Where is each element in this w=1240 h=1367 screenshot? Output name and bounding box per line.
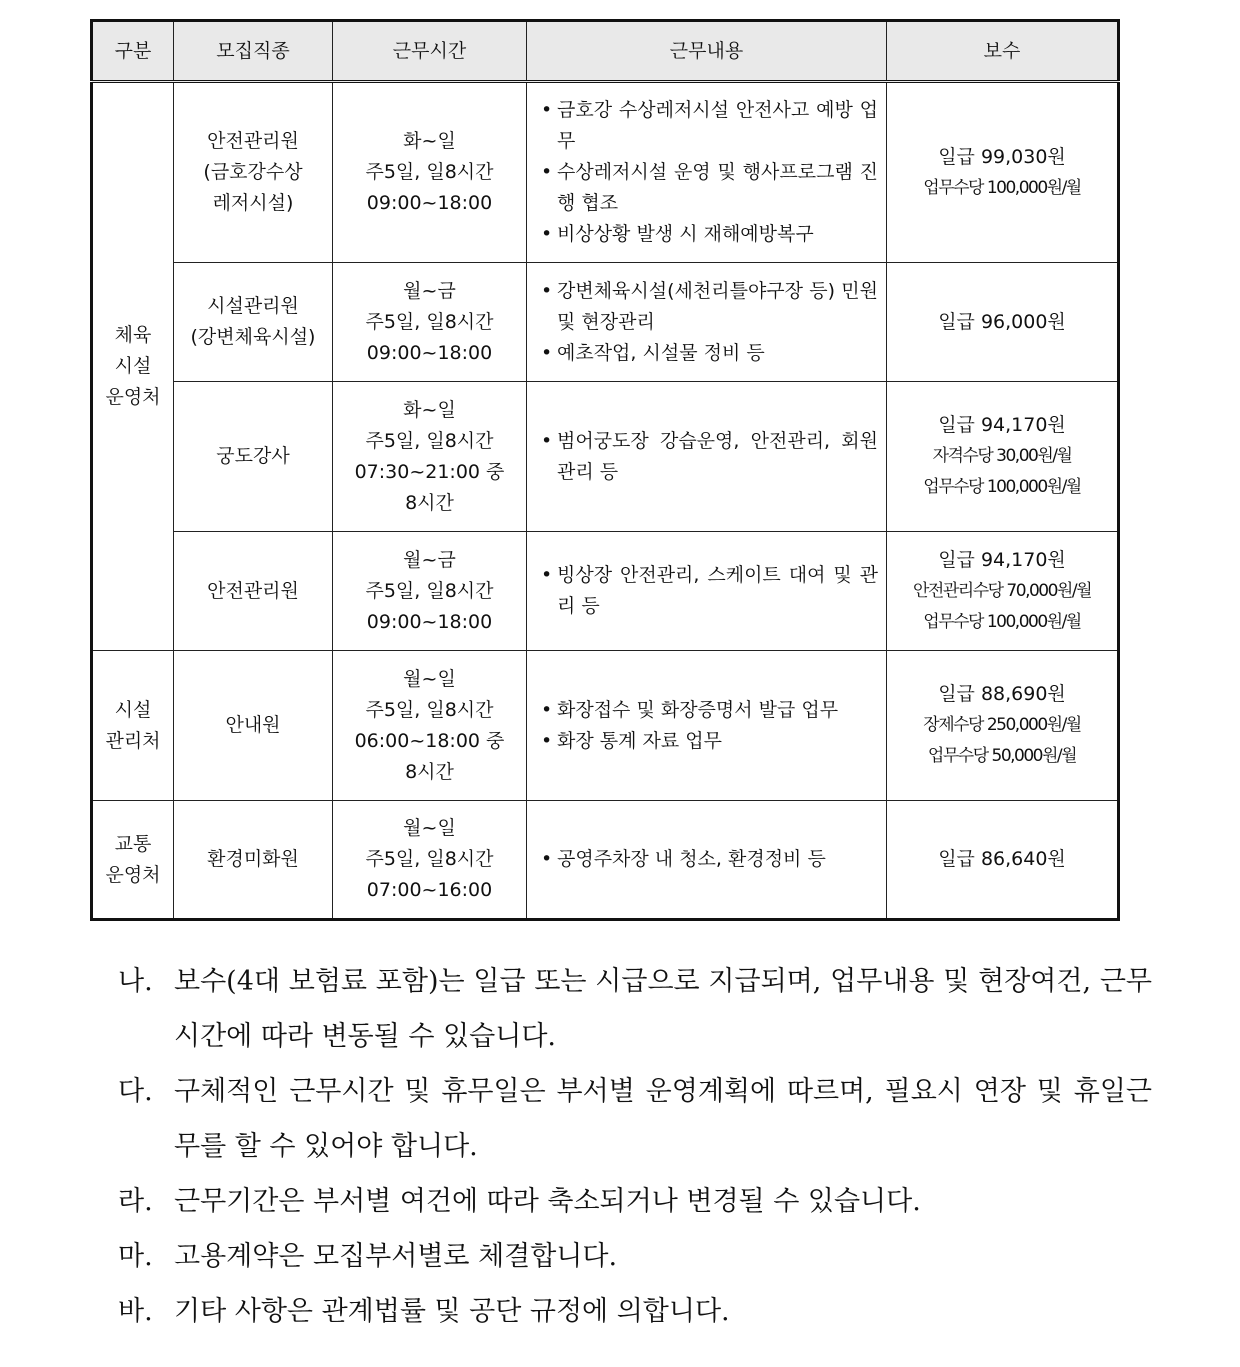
note-text: 고용계약은 모집부서별로 체결합니다.	[174, 1241, 618, 1272]
duties-cell: • 빙상장 안전관리, 스케이트 대여 및 관리 등	[527, 532, 887, 651]
note-item	[118, 1064, 1152, 1174]
note-text: 근무기간은 부서별 여건에 따라 축소되거나 변경될 수 있습니다.	[174, 1186, 921, 1217]
pay-cell: 일급 99,030원 업무수당 100,000원/월	[887, 82, 1119, 263]
hours-cell: 화~일 주5일, 일8시간 09:00~18:00	[333, 82, 527, 263]
job-cell: 환경미화원	[174, 801, 333, 920]
job-cell: 안전관리원	[174, 532, 333, 651]
note-text: 기타 사항은 관계법률 및 공단 규정에 의합니다.	[174, 1296, 730, 1327]
note-item	[118, 1229, 1152, 1284]
category-cell: 체육 시설 운영처	[92, 82, 174, 651]
pay-cell: 일급 94,170원 자격수당 30,00원/월 업무수당 100,000원/월	[887, 382, 1119, 532]
table-row	[92, 651, 1119, 801]
note-item	[118, 1174, 1152, 1229]
pay-cell: 일급 86,640원	[887, 801, 1119, 920]
job-cell: 안내원	[174, 651, 333, 801]
header-job: 모집직종	[174, 21, 333, 82]
pay-cell: 일급 94,170원 안전관리수당 70,000원/월 업무수당 100,000원/월	[887, 532, 1119, 651]
category-cell: 시설 관리처	[92, 651, 174, 801]
note-marker: 바.	[118, 1296, 153, 1327]
duties-cell: • 범어궁도장 강습운영, 안전관리, 회원관리 등	[527, 382, 887, 532]
note-item	[118, 1284, 1152, 1339]
hours-cell: 월~일 주5일, 일8시간 06:00~18:00 중 8시간	[333, 651, 527, 801]
table-header-row	[92, 21, 1119, 82]
header-duties: 근무내용	[527, 21, 887, 82]
table-row	[92, 532, 1119, 651]
job-cell: 시설관리원 (강변체육시설)	[174, 263, 333, 382]
table-row	[92, 82, 1119, 263]
hours-cell: 화~일 주5일, 일8시간 07:30~21:00 중 8시간	[333, 382, 527, 532]
note-text: 보수(4대 보험료 포함)는 일급 또는 시급으로 지급되며, 업무내용 및 현장여건, 근무시간에 따라 변동될 수 있습니다.	[174, 966, 1152, 1052]
hours-cell: 월~금 주5일, 일8시간 09:00~18:00	[333, 263, 527, 382]
duties-cell: • 강변체육시설(세천리틀야구장 등) 민원 및 현장관리 • 예초작업, 시설물 정비 등	[527, 263, 887, 382]
job-cell: 궁도강사	[174, 382, 333, 532]
job-cell: 안전관리원 (금호강수상 레저시설)	[174, 82, 333, 263]
note-item	[118, 954, 1152, 1064]
hours-cell: 월~금 주5일, 일8시간 09:00~18:00	[333, 532, 527, 651]
header-pay: 보수	[887, 21, 1119, 82]
duties-cell: • 공영주차장 내 청소, 환경정비 등	[527, 801, 887, 920]
pay-cell: 일급 88,690원 장제수당 250,000원/월 업무수당 50,000원/월	[887, 651, 1119, 801]
note-marker: 라.	[118, 1186, 153, 1217]
recruitment-table	[90, 19, 1120, 921]
notes-list	[118, 954, 1152, 1339]
header-category: 구분	[92, 21, 174, 82]
table-row	[92, 382, 1119, 532]
table-row	[92, 263, 1119, 382]
duties-cell: • 화장접수 및 화장증명서 발급 업무 • 화장 통계 자료 업무	[527, 651, 887, 801]
note-marker: 마.	[118, 1241, 153, 1272]
hours-cell: 월~일 주5일, 일8시간 07:00~16:00	[333, 801, 527, 920]
duties-cell: • 금호강 수상레저시설 안전사고 예방 업무 • 수상레저시설 운영 및 행사프로그램 진행 협조 • 비상상황 발생 시 재해예방복구	[527, 82, 887, 263]
pay-cell: 일급 96,000원	[887, 263, 1119, 382]
header-hours: 근무시간	[333, 21, 527, 82]
note-marker: 다.	[118, 1076, 153, 1107]
category-cell: 교통 운영처	[92, 801, 174, 920]
table-row	[92, 801, 1119, 920]
note-text: 구체적인 근무시간 및 휴무일은 부서별 운영계획에 따르며, 필요시 연장 및 휴일근무를 할 수 있어야 합니다.	[174, 1076, 1152, 1162]
note-marker: 나.	[118, 966, 153, 997]
